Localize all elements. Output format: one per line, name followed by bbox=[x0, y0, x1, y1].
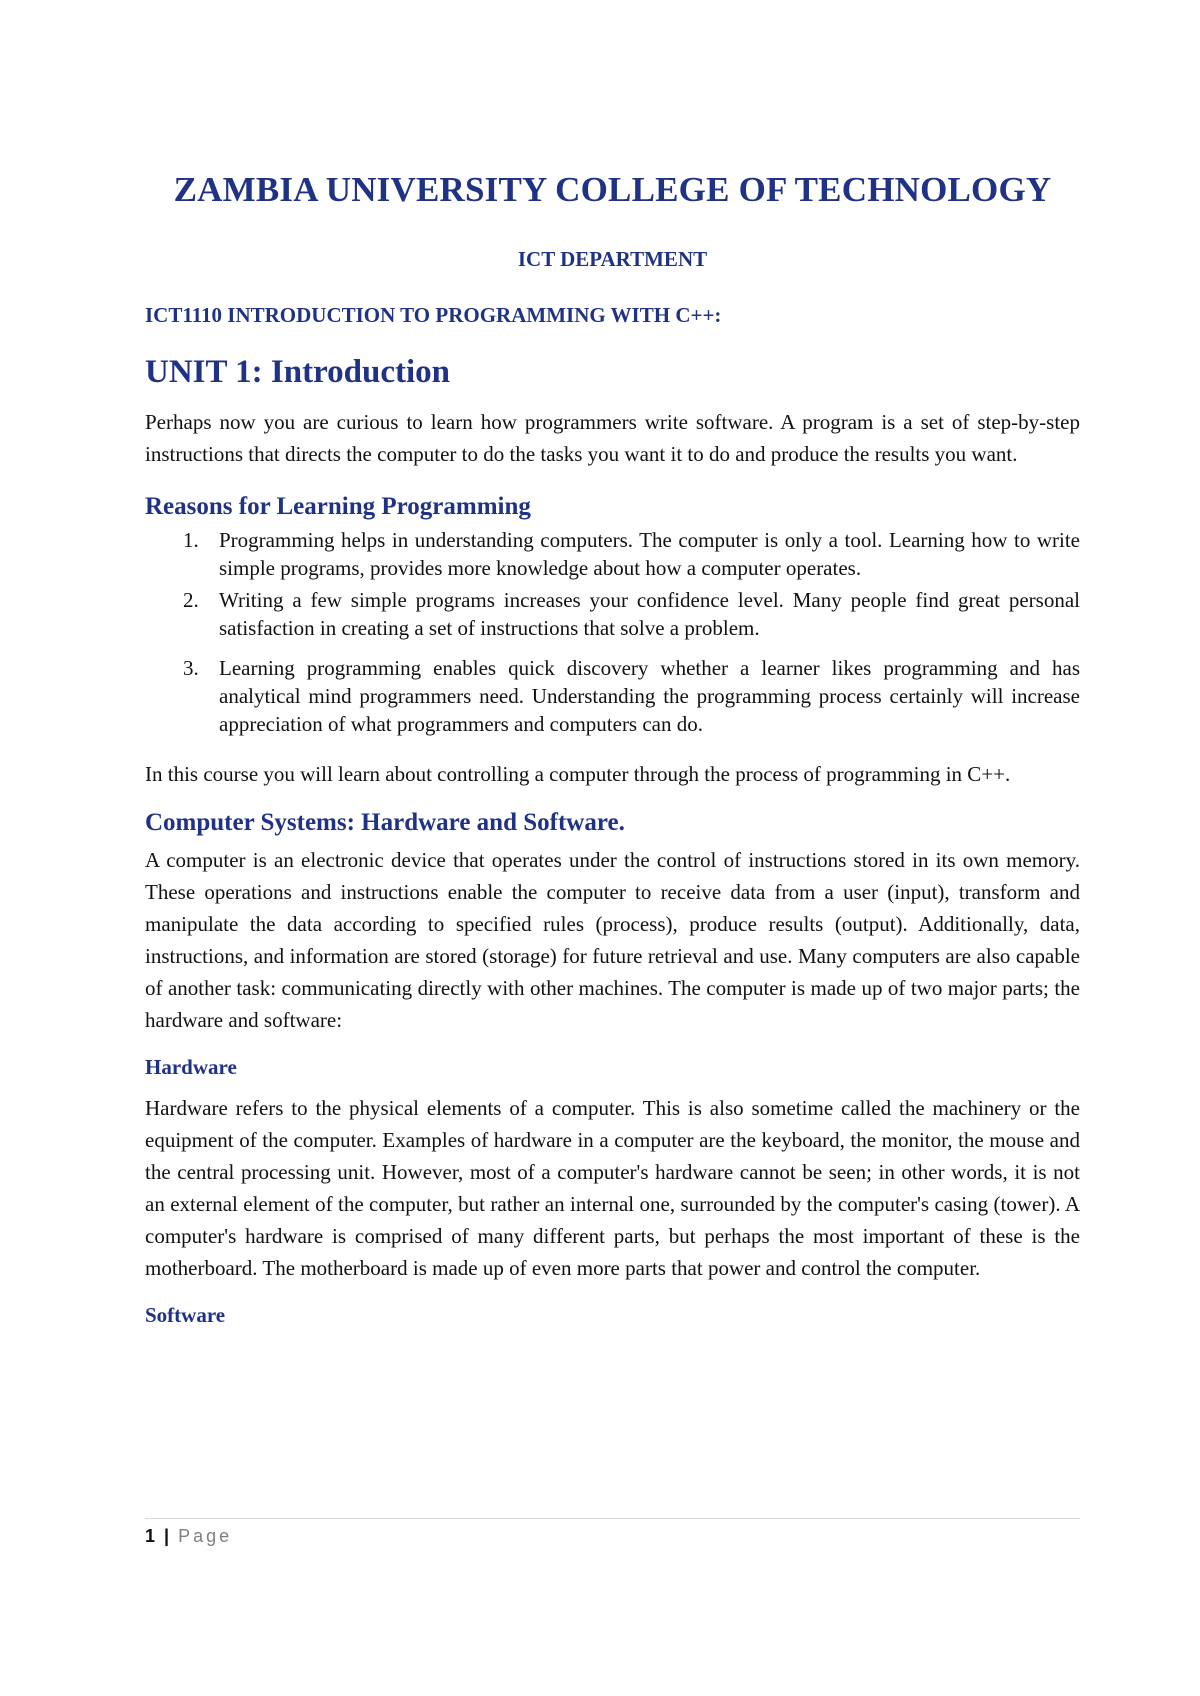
list-item bbox=[145, 586, 1080, 642]
reasons-list bbox=[145, 526, 1080, 738]
course-heading: ICT1110 INTRODUCTION TO PROGRAMMING WITH C++: bbox=[145, 303, 722, 327]
list-item bbox=[145, 526, 1080, 582]
hardware-paragraph: Hardware refers to the physical elements of a computer. This is also sometime called the machinery or the equipment of the computer. Examples of hardware in a computer are the keyboard, the monitor, the mouse and the central processing unit. However, most of a computer's hardware cannot be seen; in other words, it is not an external element of the computer, but rather an internal one, surrounded by the computer's casing (tower). A computer's hardware is comprised of many different parts, but perhaps the most important of these is the motherboard. The motherboard is made up of even more parts that power and control the computer. bbox=[145, 1096, 1080, 1280]
footer-separator: | bbox=[164, 1526, 170, 1546]
hardware-heading: Hardware bbox=[145, 1055, 237, 1079]
course-summary-paragraph: In this course you will learn about controlling a computer through the process of programming in C++. bbox=[145, 762, 1011, 786]
systems-heading: Computer Systems: Hardware and Software. bbox=[145, 809, 625, 836]
intro-paragraph: Perhaps now you are curious to learn how programmers write software. A program is a set of step-by-step instructions that directs the computer to do the tasks you want it to do and produce the results you want. bbox=[145, 410, 1080, 466]
software-heading: Software bbox=[145, 1303, 226, 1327]
department-heading: ICT DEPARTMENT bbox=[517, 247, 708, 271]
list-item-number: 2. bbox=[183, 588, 199, 612]
reasons-heading: Reasons for Learning Programming bbox=[145, 493, 531, 520]
list-item-text: Programming helps in understanding computers. The computer is only a tool. Learning how to write simple programs, provides more knowledge about how a computer operates. bbox=[219, 528, 1080, 580]
list-item-text: Learning programming enables quick discovery whether a learner likes programming and has analytical mind programmers need. Understanding the programming process certainly will increase appreciation of what programmers and computers can do. bbox=[219, 656, 1080, 736]
list-item-number: 3. bbox=[183, 656, 199, 680]
page-content bbox=[145, 170, 1080, 1328]
page-number: 1 bbox=[145, 1526, 156, 1546]
page-label: Page bbox=[178, 1526, 233, 1546]
unit-title: UNIT 1: Introduction bbox=[145, 354, 451, 390]
institution-title: ZAMBIA UNIVERSITY COLLEGE OF TECHNOLOGY bbox=[173, 170, 1052, 209]
list-item-text: Writing a few simple programs increases your confidence level. Many people find great personal satisfaction in creating a set of instructions that solve a problem. bbox=[219, 588, 1080, 640]
list-item-number: 1. bbox=[183, 528, 199, 552]
page-footer bbox=[145, 1518, 1080, 1547]
list-item bbox=[145, 654, 1080, 738]
systems-paragraph: A computer is an electronic device that operates under the control of instructions stored in its own memory. These operations and instructions enable the computer to receive data from a user (input), transform and manipulate the data according to specified rules (process), produce results (output). Additionally, data, instructions, and information are stored (storage) for future retrieval and use. Many computers are also capable of another task: communicating directly with other machines. The computer is made up of two major parts; the hardware and software: bbox=[145, 848, 1080, 1032]
